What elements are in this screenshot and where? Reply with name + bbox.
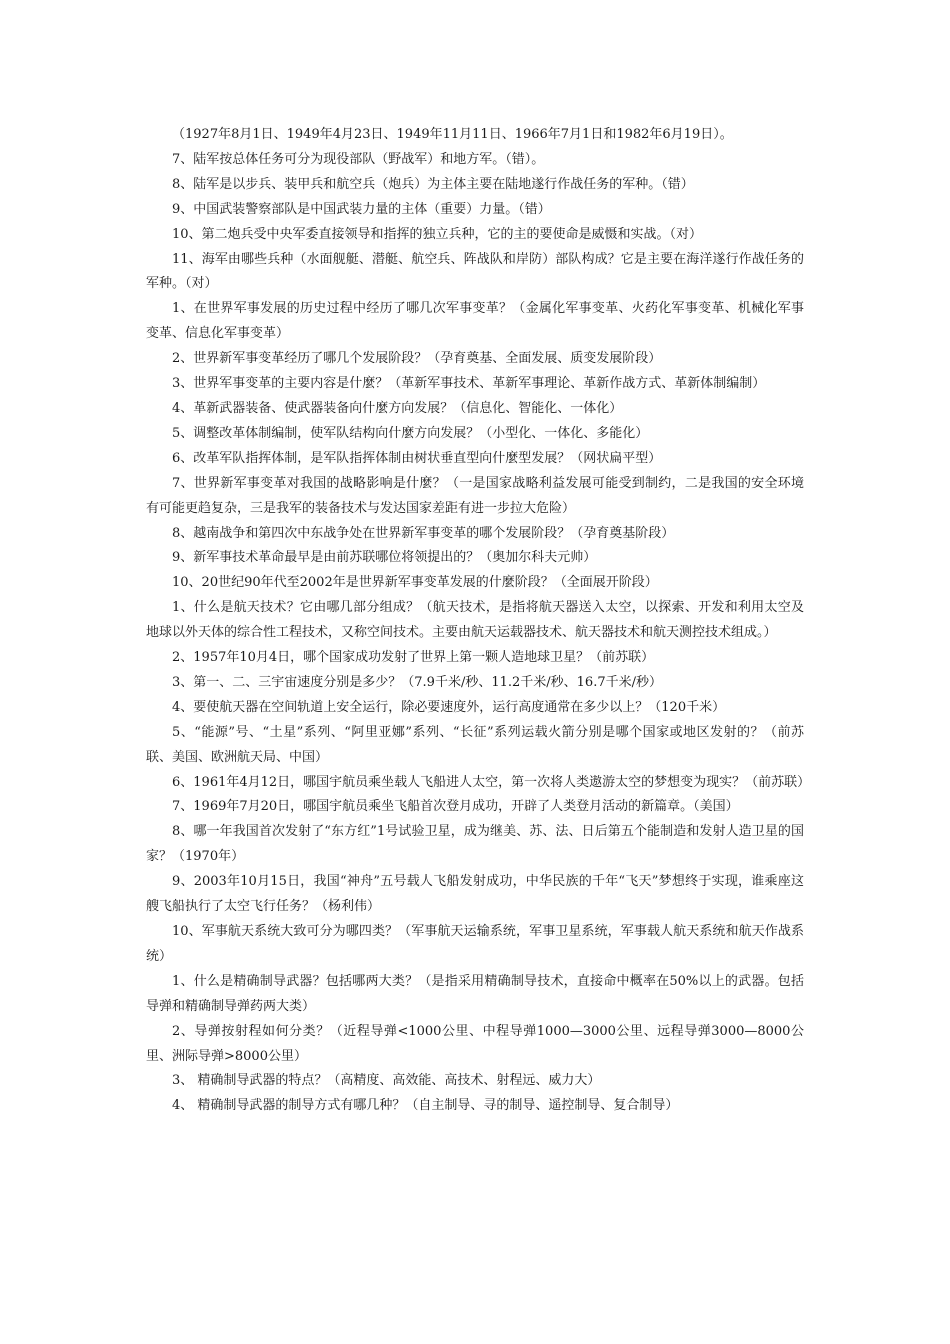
paragraph: （1927年8月1日、1949年4月23日、1949年11月11日、1966年7月1日和1982年6月19日）。 [172,127,733,142]
paragraph: 9、中国武装警察部队是中国武装力量的主体（重要）力量。（错） [172,201,551,217]
paragraph: 5、调整改革体制编制，使军队结构向什麼方向发展？（小型化、一体化、多能化） [172,425,649,441]
paragraph: 3、第一、二、三宇宙速度分别是多少？（7.9千米/秒、11.2千米/秒、16.7千米/秒） [172,674,662,690]
paragraph: 6、1961年4月12日，哪国宇航员乘坐载人飞船进人太空，第一次将人类遨游太空的梦想变为现实？（前苏联） [172,774,811,790]
paragraph: 11、海军由哪些兵种（水面舰艇、潜艇、航空兵、阵战队和岸防）部队构成？它是主要在海洋遂行作战任务的军种。（对） [146,251,804,292]
paragraph: 7、陆军按总体任务可分为现役部队（野战军）和地方军。（错）。 [172,151,545,167]
paragraph: 6、改革军队指挥体制，是军队指挥体制由树状垂直型向什麼型发展？（网状扁平型） [172,450,662,466]
paragraph: 1、什么是航天技术？它由哪几部分组成？（航天技术，是指将航天器送入太空，以探索、开发和利用太空及地球以外天体的综合性工程技术，又称空间技术。主要由航天运载器技术、航天器技术和航天测控技术组成。） [146,600,804,641]
paragraph: 10、军事航天系统大致可分为哪四类？（军事航天运输系统，军事卫星系统，军事载人航天系统和航天作战系统） [146,924,804,964]
paragraph: 7、1969年7月20日，哪国宇航员乘坐飞船首次登月成功，开辟了人类登月活动的新篇章。（美国） [172,799,739,815]
paragraph: 2、1957年10月4日，哪个国家成功发射了世界上第一颗人造地球卫星？（前苏联） [172,650,655,666]
paragraph: 3、世界军事变革的主要内容是什麼？（革新军事技术、革新军事理论、革新作战方式、革新体制编制） [172,376,766,392]
paragraph: 8、陆军是以步兵、装甲兵和航空兵（炮兵）为主体主要在陆地遂行作战任务的军种。（错） [172,176,694,192]
paragraph: 2、导弹按射程如何分类？（近程导弹<1000公里、中程导弹1000—3000公里、远程导弹3000—8000公里、洲际导弹>8000公里） [146,1023,804,1064]
paragraph: 4、 精确制导武器的制导方式有哪几种？（自主制导、寻的制导、遥控制导、复合制导） [172,1098,679,1114]
paragraph: 8、哪一年我国首次发射了“东方红”1号试验卫星，成为继美、苏、法、日后第五个能制造和发射人造卫星的国家？（1970年） [146,824,804,865]
paragraph: 9、2003年10月15日，我国“神舟”五号载人飞船发射成功，中华民族的千年“飞天”梦想终于实现，谁乘座这艘飞船执行了太空飞行任务？（杨利伟） [146,874,804,915]
paragraph: 8、越南战争和第四次中东战争处在世界新军事变革的哪个发展阶段？（孕育奠基阶段） [172,525,675,541]
paragraph: 2、世界新军事变革经历了哪几个发展阶段？（孕育奠基、全面发展、质变发展阶段） [172,351,662,367]
document-page [146,123,811,1119]
paragraph: 10、第二炮兵受中央军委直接领导和指挥的独立兵种，它的主的要使命是威慑和实战。（对） [172,226,703,242]
paragraph: 4、革新武器装备、使武器装备向什麼方向发展？（信息化、智能化、一体化） [172,400,623,416]
paragraph: 9、新军事技术革命最早是由前苏联哪位将领提出的？（奥加尔科夫元帅） [172,550,597,566]
paragraph: 7、世界新军事变革对我国的战略影响是什麼？（一是国家战略利益发展可能受到制约，二是我国的安全环境有可能更趋复杂，三是我军的装备技术与发达国家差距有进一步拉大危险） [146,475,804,516]
paragraph: 3、 精确制导武器的特点？（高精度、高效能、高技术、射程远、威力大） [172,1073,601,1089]
paragraph: 1、什么是精确制导武器？包括哪两大类？（是指采用精确制导技术，直接命中概率在50%以上的武器。包括导弹和精确制导弹药两大类） [146,973,804,1014]
paragraph: 5、“能源”号、“土星”系列、“阿里亚娜”系列、“长征”系列运载火箭分别是哪个国家或地区发射的？（前苏联、美国、欧洲航天局、中国） [146,724,804,765]
paragraph: 4、要使航天器在空间轨道上安全运行，除必要速度外，运行高度通常在多少以上？（120千米） [172,699,726,715]
paragraph: 10、20世纪90年代至2002年是世界新军事变革发展的什麼阶段？（全面展开阶段） [172,575,658,591]
paragraph: 1、在世界军事发展的历史过程中经历了哪几次军事变革？（金属化军事变革、火药化军事变革、机械化军事变革、信息化军事变革） [146,301,804,342]
